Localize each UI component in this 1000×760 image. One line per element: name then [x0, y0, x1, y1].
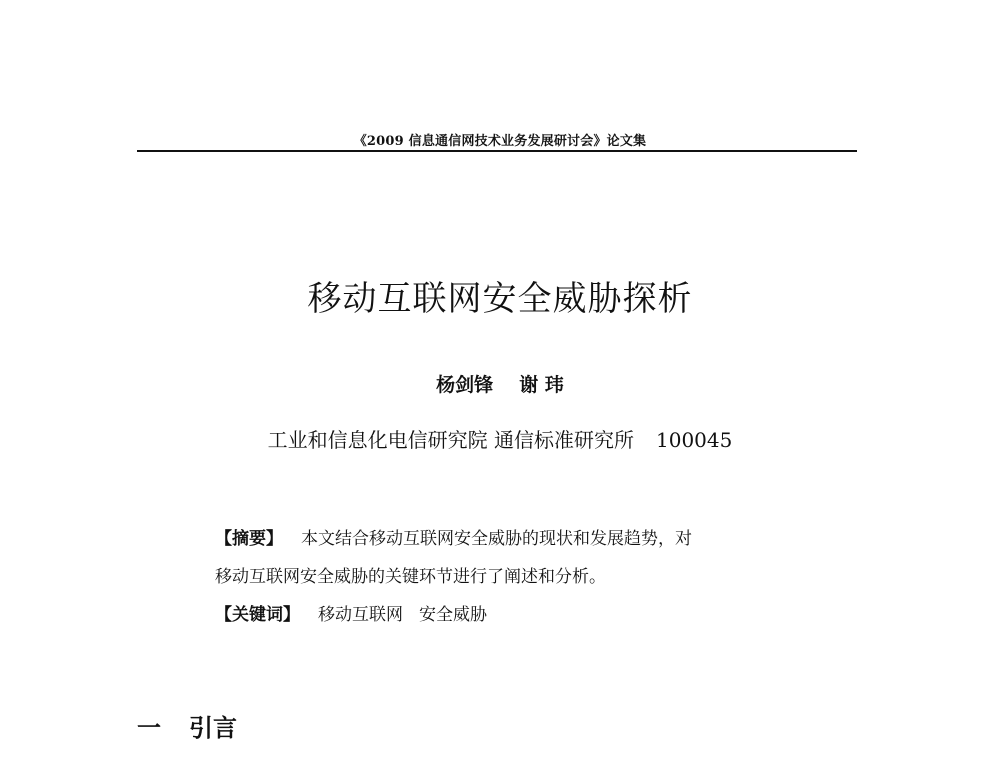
section-heading [137, 708, 237, 743]
abstract-block [215, 525, 815, 639]
abstract-line [215, 525, 815, 563]
abstract-label: 【摘要】 [215, 529, 283, 549]
author-list [0, 370, 1000, 397]
affiliation-department: 通信标准研究所 [494, 428, 634, 452]
abstract-line [215, 563, 815, 601]
affiliation-institute: 工业和信息化电信研究院 [267, 428, 488, 452]
affiliation [0, 424, 1000, 453]
keyword-item: 安全威胁 [419, 605, 487, 625]
keyword-item: 移动互联网 [318, 605, 403, 625]
header-rule [137, 150, 857, 152]
section-number: 一 [137, 714, 161, 742]
abstract-text: 本文结合移动互联网安全威胁的现状和发展趋势，对 [301, 529, 692, 549]
keywords-label: 【关键词】 [215, 605, 300, 625]
paper-title: 移动互联网安全威胁探析 [307, 278, 693, 319]
author-name: 杨剑锋 [436, 374, 494, 396]
affiliation-postal-code: 100045 [656, 428, 733, 452]
section-title: 引言 [189, 714, 237, 742]
author-name: 谢 玮 [519, 374, 564, 396]
running-header: 《2009 信息通信网技术业务发展研讨会》论文集 [353, 134, 647, 149]
abstract-text: 移动互联网安全威胁的关键环节进行了阐述和分析。 [215, 567, 606, 587]
keywords-line [215, 601, 815, 639]
